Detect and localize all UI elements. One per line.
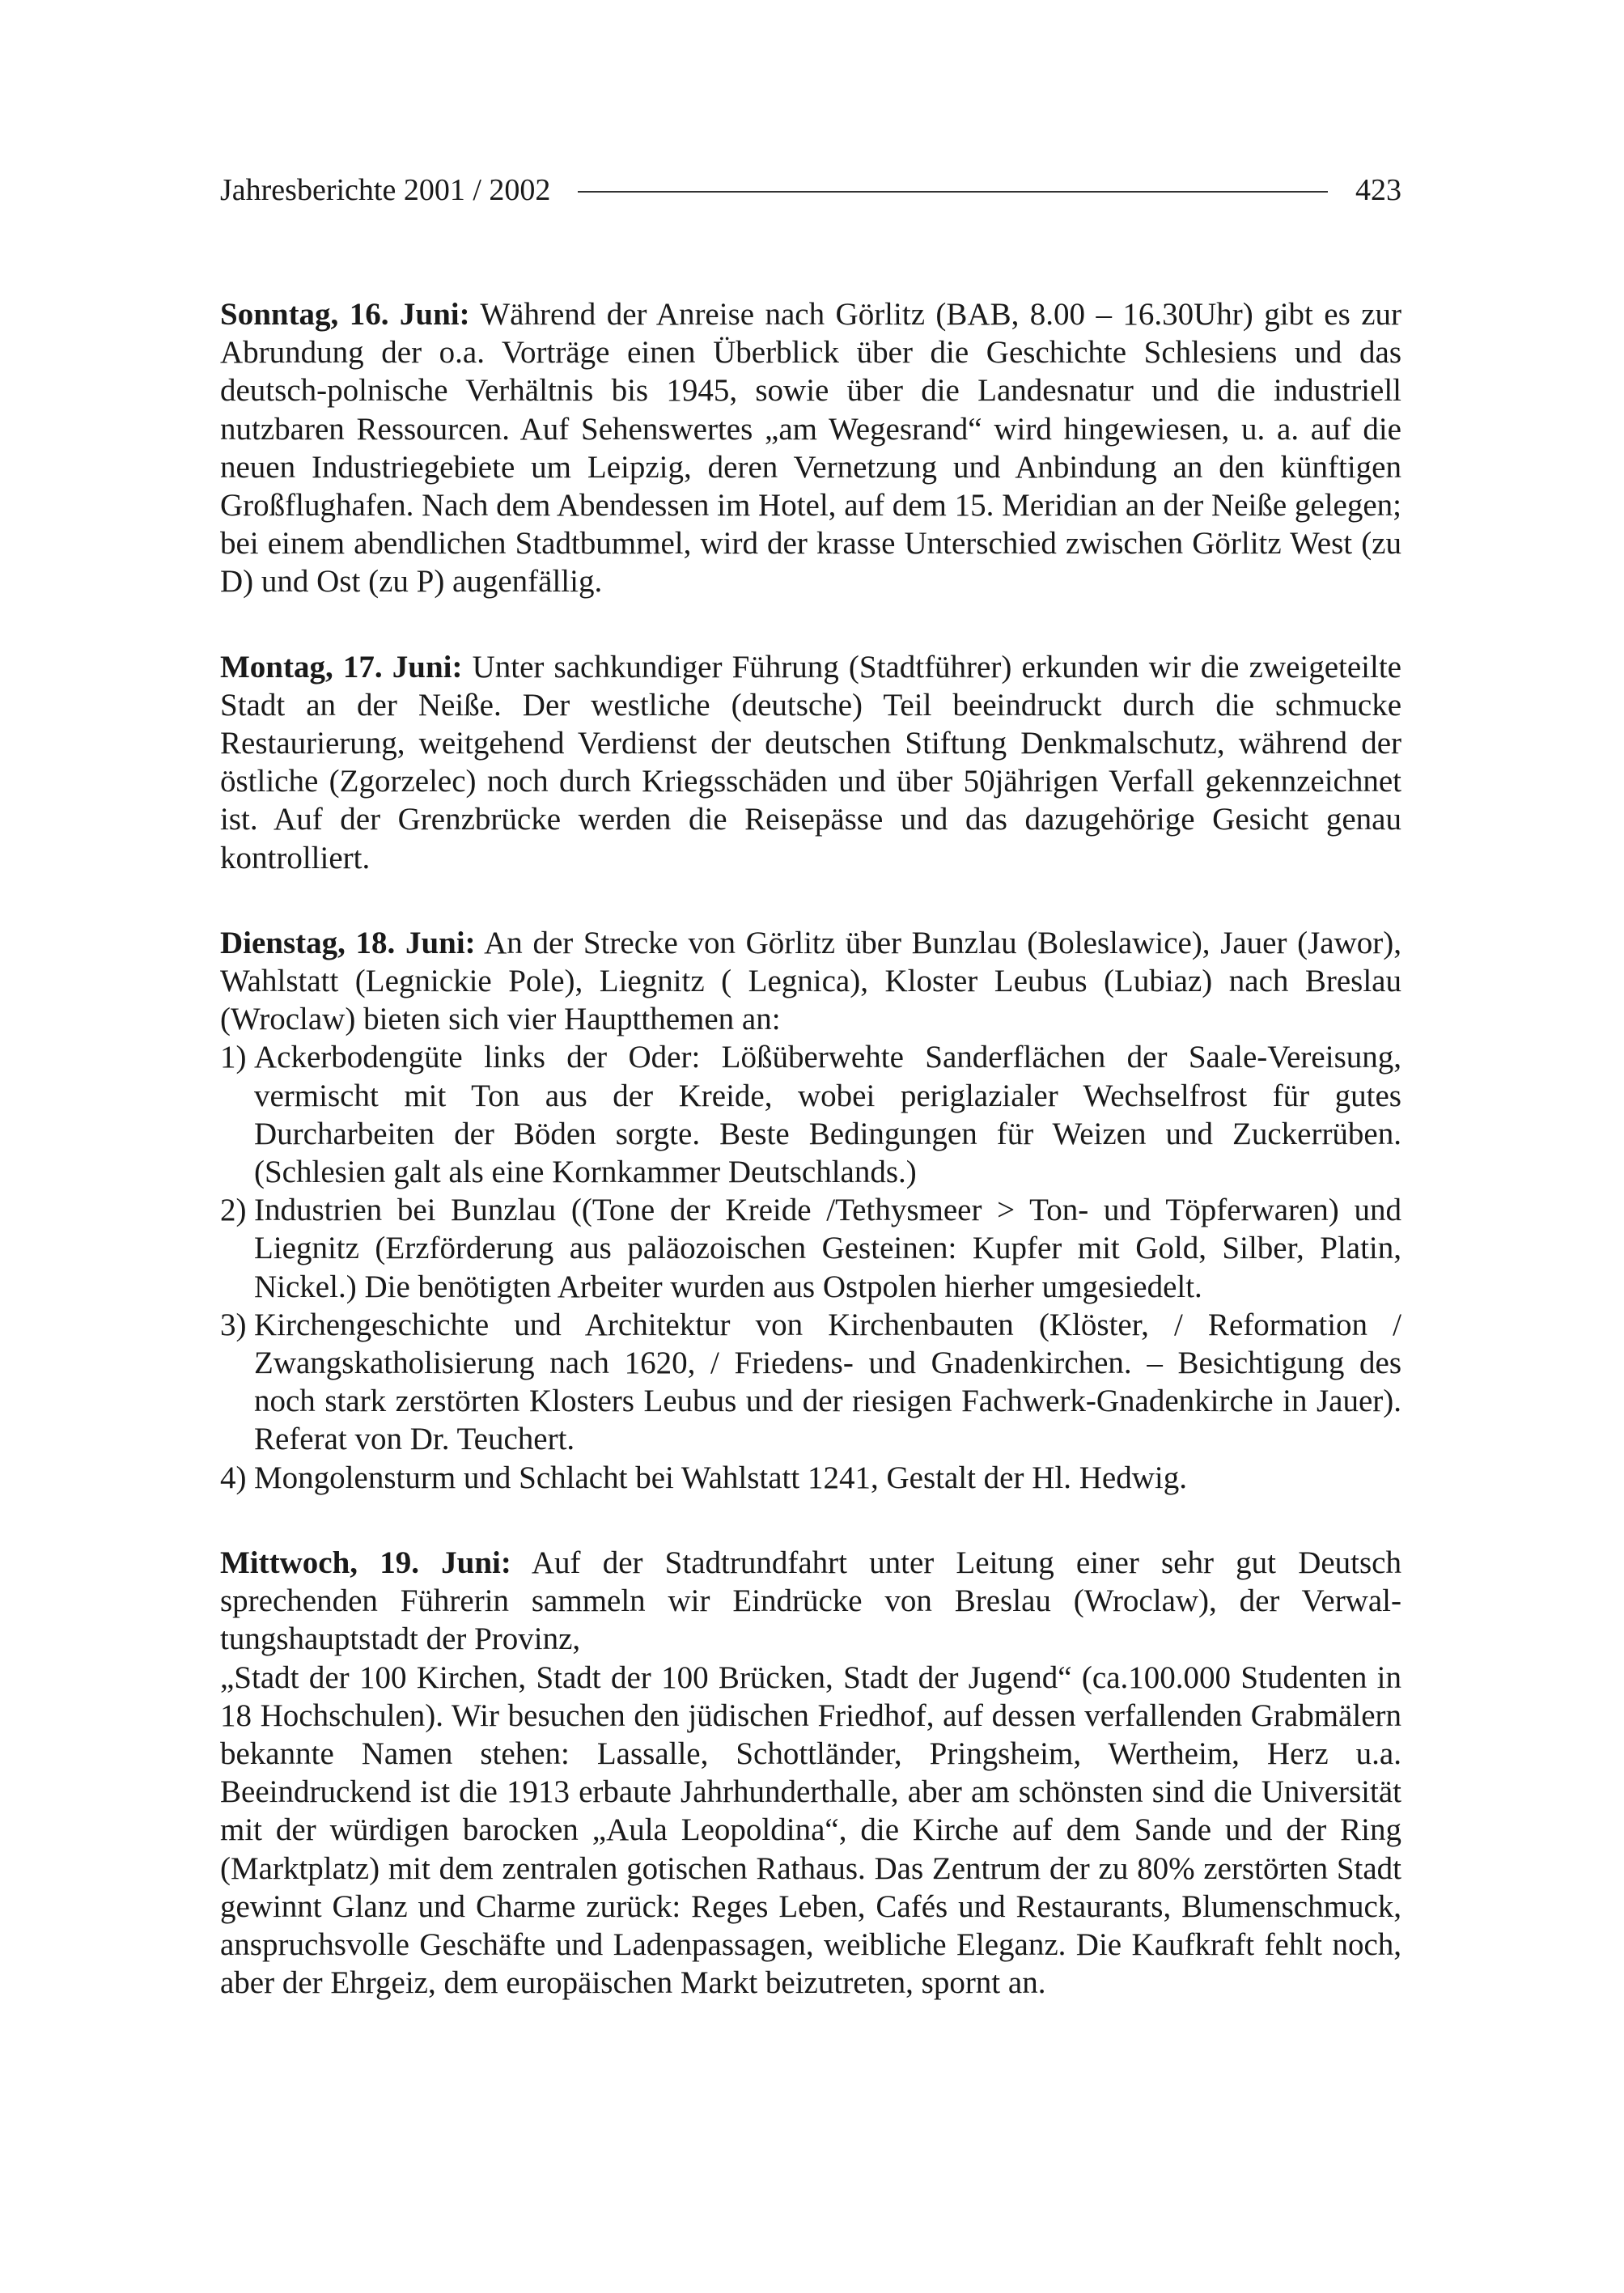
list-item-text: Mongolensturm und Schlacht bei Wahlstatt 1241, Gestalt der Hl. Hedwig. xyxy=(254,1460,1187,1495)
entry-text: Während der Anreise nach Görlitz (BAB, 8.00 – 16.30Uhr) gibt es zur Abrundung der o.a. Vorträge einen Überblick über die Geschichte Schlesiens und das deutsch-polnische Verhältnis bis 1945, sowie über die Landesnatur und die industriell nutzbaren Ressourcen. Auf Sehenswertes „am Wegesrand“ wird hingewiesen, u. a. auf die neuen Industriegebiete um Leipzig, deren Vernetzung und Anbindung an den künftigen Großflughafen. Nach dem Abendessen im Hotel, auf dem 15. Meridian an der Neiße gelegen; bei einem abendlichen Stadtbummel, wird der krasse Unterschied zwischen Görlitz West (zu D) und Ost (zu P) augenfällig. xyxy=(220,297,1402,600)
header-rule xyxy=(578,191,1328,193)
page-number: 423 xyxy=(1355,173,1401,207)
list-item-number: 4) xyxy=(220,1460,247,1495)
entry-paragraph xyxy=(220,295,1401,601)
topic-list xyxy=(220,1038,1401,1496)
list-item-text: Ackerbodengüte links der Oder: Lößüberwehte Sanderflächen der Saale-Vereisung, vermischt mit Ton aus der Kreide, wobei periglazialer Wechselfrost für gutes Durcharbeiten der Böden sorgte. Beste Bedingungen für Weizen und Zuckerrüben. (Schlesien galt als eine Kornkammer Deutschlands.) xyxy=(254,1040,1401,1190)
entry-date-label: Sonntag, 16. Juni: xyxy=(220,297,470,332)
entry-paragraph xyxy=(220,648,1401,877)
entry-date-label: Dienstag, 18. Juni: xyxy=(220,925,476,960)
list-item xyxy=(220,1306,1401,1459)
entry-date-label: Mittwoch, 19. Juni: xyxy=(220,1545,511,1580)
entry-text: An der Strecke von Görlitz über Bunzlau (Boleslawice), Jauer (Jawor), Wahlstatt (Legnickie Pole), Liegnitz ( Legnica), Kloster Leubus (Lubiaz) nach Breslau (Wroclaw) bieten sich vier Hauptthemen an: xyxy=(220,925,1401,1037)
list-item xyxy=(220,1038,1401,1191)
list-item-number: 3) xyxy=(220,1307,247,1342)
entry-tuesday-18 xyxy=(220,924,1401,1497)
entry-sunday-16 xyxy=(220,295,1401,601)
list-item-text: Industrien bei Bunzlau ((Tone der Kreide /Tethysmeer > Ton- und Töpferwaren) und Liegnitz (Erzförderung aus paläozoischen Gesteinen: Kupfer mit Gold, Silber, Platin, Nickel.) Die benötigten Arbeiter wurden aus Ostpolen hierher umgesiedelt. xyxy=(254,1193,1401,1304)
document-page xyxy=(220,166,1401,2049)
list-item xyxy=(220,1191,1401,1306)
entry-continuation: „Stadt der 100 Kirchen, Stadt der 100 Brücken, Stadt der Jugend“ (ca.100.000 Studenten in 18 Hochschulen). Wir besuchen den jüdischen Friedhof, auf dessen verfallenden Grabmälern bekannte Namen stehen: Lassalle, Schottländer, Pringsheim, Wertheim, Herz u.a. Beeindruckend ist die 1913 erbaute Jahrhunderthalle, aber am schönsten sind die Universität mit der würdigen barocken „Aula Leopoldina“, die Kirche auf dem Sande und der Ring (Marktplatz) mit dem zentralen gotischen Rathaus. Das Zentrum der zu 80% zerstörten Stadt gewinnt Glanz und Charme zurück: Reges Leben, Cafés und Restaurants, Blumenschmuck, anspruchsvolle Geschäfte und Ladenpassagen, weibliche Eleganz. Die Kaufkraft fehlt noch, aber der Ehrgeiz, dem europäischen Markt beizutreten, spornt an. xyxy=(220,1659,1401,2001)
entry-date-label: Montag, 17. Juni: xyxy=(220,649,463,685)
entry-text: Unter sachkundiger Führung (Stadtführer) erkunden wir die zweigeteilte Stadt an der Neiße. Der westliche (deutsche) Teil beeindruckt durch die schmucke Restaurierung, weitgehend Verdienst der deutschen Stiftung Denkmalschutz, während der östliche (Zgorzelec) noch durch Kriegsschäden und über 50jährigen Verfall gekennzeichnet ist. Auf der Grenzbrücke werden die Reisepässe und das dazugehörige Gesicht genau kontrolliert. xyxy=(220,649,1401,875)
list-item-number: 2) xyxy=(220,1193,247,1228)
list-item xyxy=(220,1459,1401,1497)
entry-text: Auf der Stadtrundfahrt unter Leitung einer sehr gut Deutsch sprechenden Führerin sammeln wir Eindrücke von Breslau (Wroclaw), der Verwaltungshauptstadt der Provinz, xyxy=(220,1545,1401,1657)
list-item-number: 1) xyxy=(220,1040,247,1075)
list-item-text: Kirchengeschichte und Architektur von Kirchenbauten (Klöster, / Reformation / Zwangskatholisierung nach 1620, / Friedens- und Gnadenkirchen. – Besichtigung des noch stark zerstörten Klosters Leubus und der riesigen Fachwerk-Gnadenkirche in Jauer). Referat von Dr. Teuchert. xyxy=(254,1307,1401,1457)
document-body xyxy=(220,295,1401,2002)
entry-monday-17 xyxy=(220,648,1401,877)
entry-wednesday-19 xyxy=(220,1544,1401,2002)
running-title: Jahresberichte 2001 / 2002 xyxy=(220,173,551,207)
running-header xyxy=(220,166,1401,214)
entry-paragraph xyxy=(220,924,1401,1039)
entry-paragraph xyxy=(220,1544,1401,1659)
